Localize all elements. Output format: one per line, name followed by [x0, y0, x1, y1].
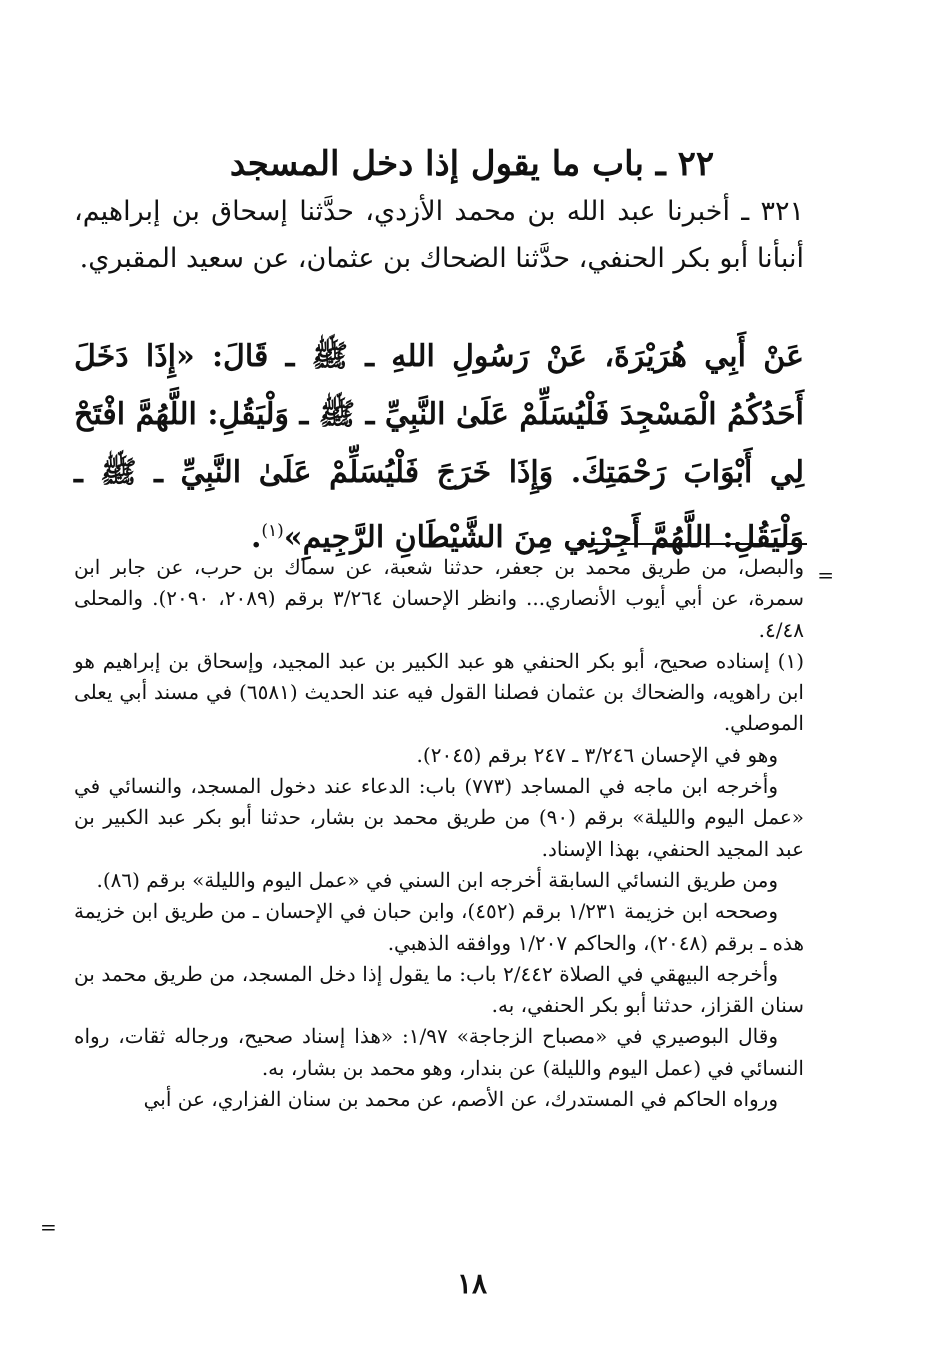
- footnote-paragraph: وقال البوصيري في «مصباح الزجاجة» ١/٩٧: «هذا إسناد صحيح، ورجاله ثقات، رواه النسائي في (عمل اليوم والليلة) عن بندار، وهو محمد بن بشار، به.: [74, 1024, 804, 1080]
- footnote-divider: [577, 543, 807, 545]
- footnote-carryover: والبصل، من طريق محمد بن جعفر، حدثنا شعبة، عن سماك بن حرب، عن جابر ابن سمرة، عن أبي أيوب الأنصاري... وانظر الإحسان ٣/٢٦٤ برقم (٢٠٨٩، ٢٠٩٠). والمحلى ٤/٤٨.: [74, 555, 804, 642]
- footnote-1: (١) إسناده صحيح، أبو بكر الحنفي هو عبد الكبير بن عبد المجيد، وإسحاق بن إبراهيم هو ابن راهويه، والضحاك بن عثمان فصلنا القول فيه عند الحديث (٦٥٨١) في مسند أبي يعلى الموصلي.: [74, 648, 804, 736]
- footnotes: [74, 552, 804, 1115]
- page-number: ١٨: [456, 1267, 488, 1300]
- hadith-end: .: [250, 520, 262, 555]
- continuation-mark-bottom: =: [40, 1215, 57, 1239]
- chapter-title: ٢٢ ـ باب ما يقول إذا دخل المسجد: [229, 144, 715, 184]
- hadith-paragraph: [74, 328, 804, 567]
- isnad-block: [74, 188, 804, 282]
- footnote-paragraph: ومن طريق النسائي السابقة أخرجه ابن السني في «عمل اليوم والليلة» برقم (٨٦).: [96, 867, 778, 892]
- hadith-block: [74, 328, 804, 567]
- footnote-paragraph: ورواه الحاكم في المستدرك، عن الأصم، عن محمد بن سنان الفزاري، عن أبي: [143, 1087, 778, 1112]
- hadith-text: عَنْ أَبِي هُرَيْرَةَ، عَنْ رَسُولِ اللهِ ـ ﷺ ـ قَالَ: «إِذَا دَخَلَ أَحَدُكُمُ الْمَسْجِدَ فَلْيُسَلِّمْ عَلَىٰ النَّبِيِّ ـ ﷺ ـ وَلْيَقُلِ: اللَّهُمَّ افْتَحْ لِي أَبْوَابَ رَحْمَتِكَ. وَإِذَا خَرَجَ فَلْيُسَلِّمْ عَلَىٰ النَّبِيِّ ـ ﷺ ـ وَلْيَقُلِ: اللَّهُمَّ أَجِرْنِي مِنَ الشَّيْطَانِ الرَّجِيمِ»: [74, 339, 804, 555]
- footnote-paragraph: وهو في الإحسان ٣/٢٤٦ ـ ٢٤٧ برقم (٢٠٤٥).: [416, 742, 778, 767]
- footnote-paragraph: وصححه ابن خزيمة ١/٢٣١ برقم (٤٥٢)، وابن حبان في الإحسان ـ من طريق ابن خزيمة هذه ـ برقم (٢٠٤٨)، والحاكم ١/٢٠٧ ووافقه الذهبي.: [74, 899, 804, 955]
- footnote-paragraph: وأخرجه البيهقي في الصلاة ٢/٤٤٢ باب: ما يقول إذا دخل المسجد، من طريق محمد بن سنان القزاز، حدثنا أبو بكر الحنفي، به.: [74, 961, 804, 1018]
- continuation-mark-top: =: [817, 563, 834, 587]
- footnote-paragraph: وأخرجه ابن ماجه في المساجد (٧٧٣) باب: الدعاء عند دخول المسجد، والنسائي في «عمل اليوم والليلة» برقم (٩٠) من طريق محمد بن بشار، حدثنا أبو بكر عبد الكبير بن عبد المجيد الحنفي، بهذا الإسناد.: [74, 774, 805, 861]
- footnote-reference: (١): [261, 521, 284, 541]
- isnad-text: ٣٢١ ـ أخبرنا عبد الله بن محمد الأزدي، حدَّثنا إسحاق بن إبراهيم، أنبأنا أبو بكر الحنفي، حدَّثنا الضحاك بن عثمان، عن سعيد المقبري.: [74, 196, 804, 274]
